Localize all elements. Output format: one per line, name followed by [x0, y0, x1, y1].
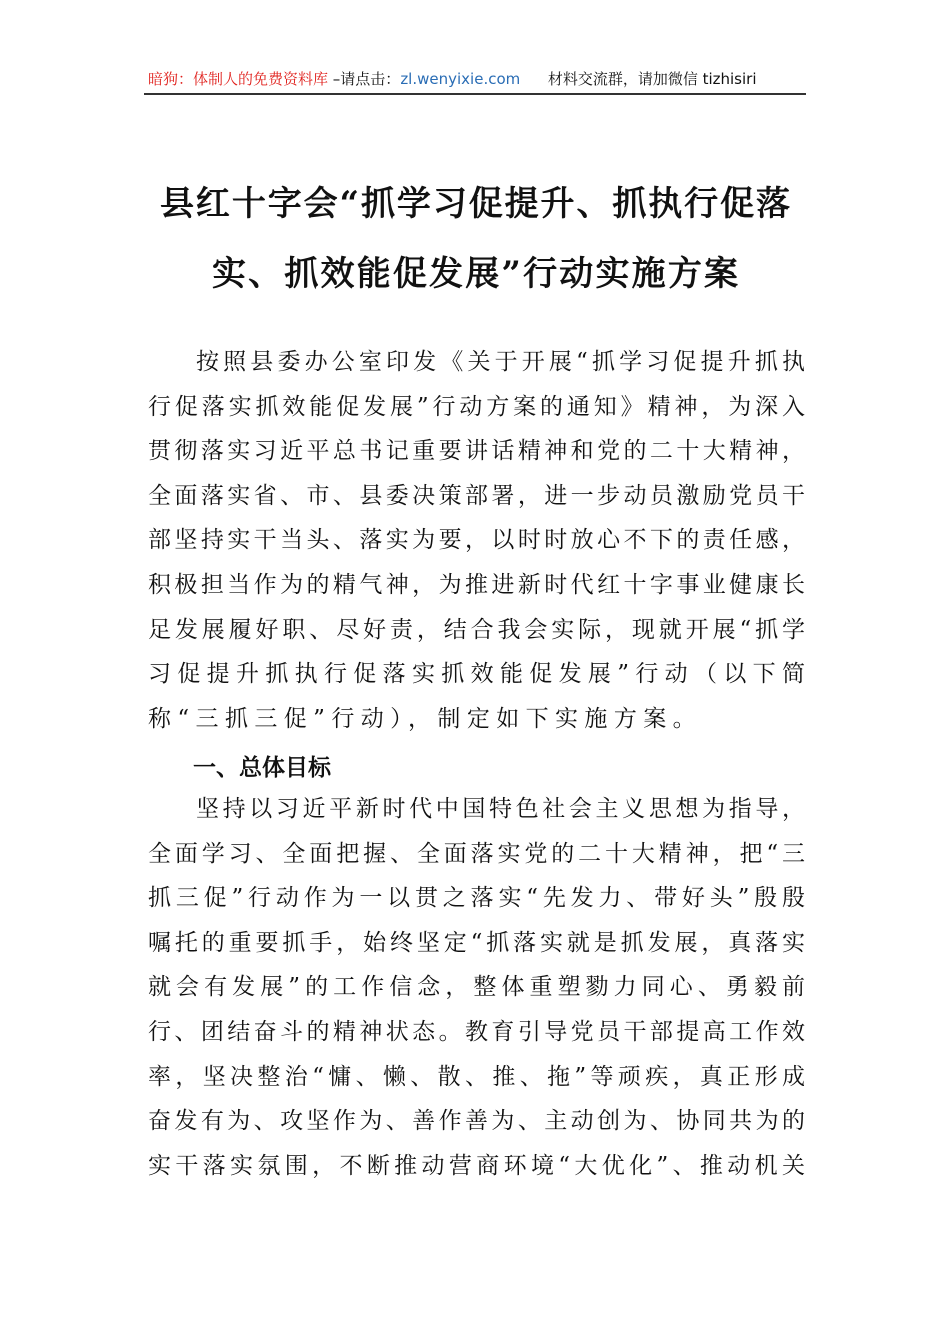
text-line: 抓三促”行动作为一以贯之落实“先发力、带好头”殷殷: [148, 885, 805, 912]
text-line: 积极担当作为的精气神，为推进新时代红十字事业健康长: [148, 572, 805, 598]
text-line: 全面学习、全面把握、全面落实党的二十大精神，把“三: [148, 840, 805, 867]
site-link[interactable]: zl.wenyixie.com: [400, 70, 521, 88]
text-line: 坚持以习近平新时代中国特色社会主义思想为指导，: [196, 796, 805, 822]
click-label: –请点击：: [332, 70, 401, 88]
contact-text: 材料交流群，请加微信 tizhisiri: [547, 70, 757, 88]
promo-text: 暗狗：体制人的免费资料库: [148, 70, 329, 88]
text-line: 实干落实氛围，不断推动营商环境“大优化”、推动机关: [148, 1152, 805, 1179]
text-line: 称“三抓三促”行动），制定如下实施方案。: [148, 705, 703, 732]
text-line: 奋发有为、攻坚作为、善作善为、主动创为、协同共为的: [148, 1108, 805, 1135]
text-line: 按照县委办公室印发《关于开展“抓学习促提升抓执: [196, 349, 805, 375]
text-line: 部坚持实干当头、落实为要，以时时放心不下的责任感，: [148, 527, 805, 554]
text-line: 行促落实抓效能促发展”行动方案的通知》精神，为深入: [148, 393, 805, 420]
doc-title-line-1: 县红十字会“抓学习促提升、抓执行促落: [160, 184, 790, 224]
section-heading: 一、总体目标: [193, 755, 331, 781]
watermark-header: [148, 68, 806, 89]
text-line: 足发展履好职、尽好责，结合我会实际，现就开展“抓学: [148, 616, 805, 643]
text-line: 全面落实省、市、县委决策部署，进一步动员激励党员干: [148, 482, 805, 509]
text-line: 就会有发展”的工作信念，整体重塑勠力同心、勇毅前: [148, 974, 805, 1001]
text-line: 嘱托的重要抓手，始终坚定“抓落实就是抓发展，真落实: [148, 929, 805, 956]
text-line: 贯彻落实习近平总书记重要讲话精神和党的二十大精神，: [148, 438, 805, 465]
text-line: 习促提升抓执行促落实抓效能促发展”行动（以下简: [148, 661, 805, 688]
text-line: 率，坚决整治“慵、懒、散、推、拖”等顽疾，真正形成: [148, 1063, 805, 1090]
text-line: 行、团结奋斗的精神状态。教育引导党员干部提高工作效: [148, 1019, 805, 1045]
doc-title-line-2: 实、抓效能促发展”行动实施方案: [212, 254, 738, 294]
header-divider: [144, 93, 806, 95]
